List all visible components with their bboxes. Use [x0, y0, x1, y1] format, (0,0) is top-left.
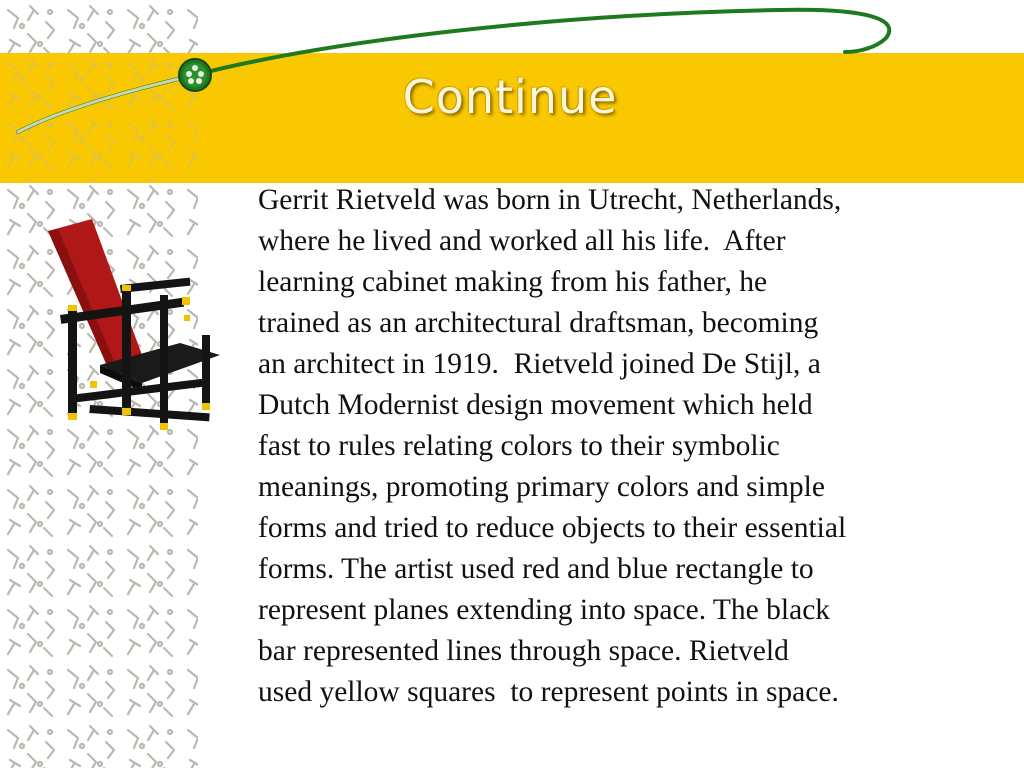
- body-text: Gerrit Rietveld was born in Utrecht, Netherlands, where he lived and worked all his life. After learning cabinet making from his father, he trained as an architectural draftsman, becoming an architect in 1919. Rietveld joined De Stijl, a Dutch Modernist design movement which held fast to rules relating colors to their symbolic meanings, promoting primary colors and simple forms and tried to reduce objects to their essential forms. The artist used red and blue rectangle to represent planes extending into space. The black bar represented lines through space. Rietveld used yellow squares to represent points in space.: [258, 184, 847, 708]
- red-blue-chair-image: [30, 205, 230, 445]
- slide-title: Continue: [402, 70, 618, 124]
- title-band-pattern: [0, 53, 198, 183]
